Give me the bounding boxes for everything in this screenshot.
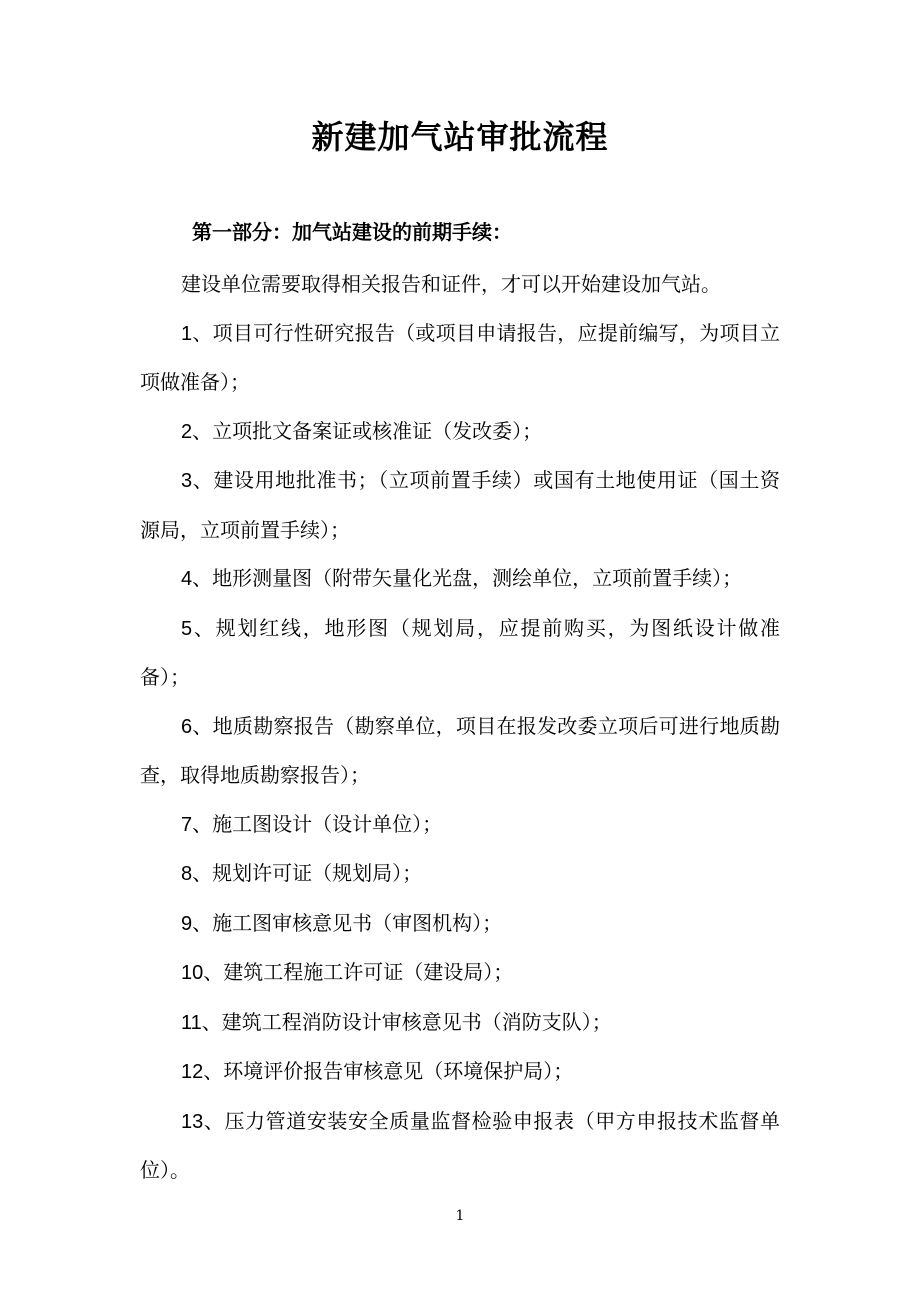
intro-paragraph: 建设单位需要取得相关报告和证件，才可以开始建设加气站。 [181, 272, 721, 296]
list-item [140, 899, 780, 949]
list-item [140, 1047, 780, 1097]
item-number: 7 [181, 813, 193, 836]
item-number: 3 [181, 470, 193, 492]
item-number: 12 [181, 1061, 204, 1083]
list-item [140, 948, 780, 998]
item-text: 、规划红线，地形图（规划局，应提前购买，为图纸设计做准备）； [140, 615, 780, 689]
list-item [140, 309, 780, 407]
list-item [140, 849, 780, 899]
item-text: 、地质勘察报告（勘察单位，项目在报发改委立项后可进行地质勘查，取得地质勘察报告）； [140, 713, 780, 787]
item-number: 9 [181, 912, 193, 935]
list-item [140, 604, 780, 702]
list-item [140, 1097, 780, 1195]
item-text: 、建筑工程施工许可证（建设局）； [203, 960, 514, 984]
item-text: 、施工图审核意见书（审图机构）； [192, 910, 503, 935]
item-text: 、项目可行性研究报告（或项目申请报告，应提前编写，为项目立项做准备）； [140, 320, 780, 394]
item-text: 、施工图设计（设计单位）； [192, 811, 443, 836]
item-number: 4 [181, 568, 193, 590]
item-number: 6 [181, 715, 193, 738]
item-text: 、压力管道安装安全质量监督检验申报表（甲方申报技术监督单位）。 [140, 1108, 780, 1182]
document-title: 新建加气站审批流程 [311, 118, 609, 156]
list-item [140, 998, 780, 1048]
page-number: 1 [455, 1208, 465, 1224]
item-number: 13 [181, 1110, 204, 1133]
document-body [140, 260, 780, 1195]
item-number: 8 [181, 863, 193, 885]
list-item [140, 554, 780, 604]
item-text: 、地形测量图（附带矢量化光盘，测绘单位，立项前置手续）； [192, 566, 743, 590]
item-number: 2 [181, 420, 193, 443]
list-item [140, 800, 780, 850]
item-text: 、环境评价报告审核意见（环境保护局）； [203, 1059, 574, 1083]
section-heading: 第一部分：加气站建设的前期手续： [192, 220, 512, 244]
item-text: 、立项批文备案证或核准证（发改委）； [192, 418, 543, 443]
list-item [140, 702, 780, 800]
item-text: 、建筑工程消防设计审核意见书（消防支队）； [201, 1009, 612, 1034]
item-number: 1 [181, 322, 193, 345]
item-text: 、规划许可证（规划局）； [192, 861, 423, 885]
list-item [140, 407, 780, 457]
item-text: 、建设用地批准书；（立项前置手续）或国有土地使用证（国土资源局，立项前置手续）； [140, 468, 780, 542]
list-item [140, 456, 780, 554]
item-number: 10 [181, 962, 204, 984]
item-number: 11 [181, 1011, 202, 1034]
item-number: 5 [181, 617, 193, 640]
